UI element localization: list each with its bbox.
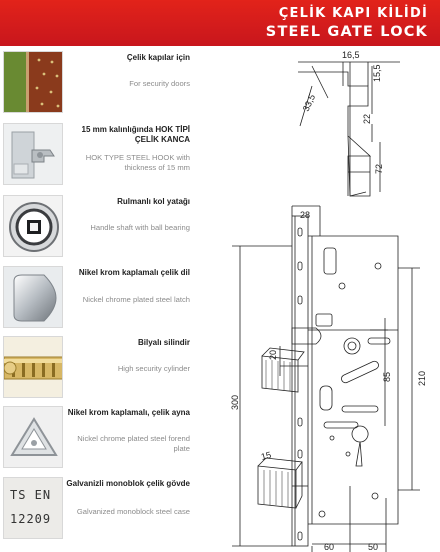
title-turkish: ÇELİK KAPI KİLİDİ bbox=[278, 6, 428, 21]
steel-hook-thumbnail bbox=[3, 123, 63, 185]
title-english: STEEL GATE LOCK bbox=[265, 24, 428, 40]
dim-backset: 60 bbox=[324, 542, 335, 552]
feature-en-label: For security doors bbox=[129, 79, 190, 88]
dim-hook-c: 22 bbox=[362, 113, 372, 124]
stamp-line-2: 12209 bbox=[10, 512, 52, 526]
feature-en-label: High security cylinder bbox=[117, 364, 190, 373]
chrome-latch-thumbnail bbox=[3, 266, 63, 328]
lock-technical-drawing bbox=[200, 46, 440, 552]
feature-monoblock-case bbox=[0, 475, 200, 541]
dim-cylinder-offset: 50 bbox=[368, 542, 379, 552]
ball-bearing-thumbnail bbox=[3, 195, 63, 257]
feature-tr-label: Rulmanlı kol yatağı bbox=[117, 197, 190, 206]
forend-plate-thumbnail bbox=[3, 406, 63, 468]
lock-internals bbox=[316, 248, 390, 517]
feature-en-label: Nickel chrome plated steel forend plate bbox=[77, 434, 190, 453]
ts-en-stamp-thumbnail bbox=[3, 477, 63, 539]
dim-center-distance: 85 bbox=[382, 371, 392, 382]
feature-steel-hook bbox=[0, 121, 200, 187]
dim-hook-d: 72 bbox=[374, 163, 384, 174]
feature-tr-label: Bilyalı silindir bbox=[137, 338, 190, 347]
dim-height-case: 210 bbox=[417, 370, 427, 386]
feature-en-label: Galvanized monoblock steel case bbox=[76, 507, 190, 516]
feature-chrome-latch bbox=[0, 264, 200, 330]
dim-hook-a: 16,5 bbox=[342, 50, 360, 60]
feature-tr-label: Nikel krom kaplamalı çelik dil bbox=[78, 268, 190, 277]
dim-hook-thickness: 15 bbox=[259, 449, 273, 462]
brass-cylinder-thumbnail bbox=[3, 336, 63, 398]
dim-hook-angle: 33,5 bbox=[300, 92, 318, 113]
feature-en-label: Nickel chrome plated steel latch bbox=[82, 295, 190, 304]
dim-hook-b: 15,5 bbox=[372, 64, 382, 82]
dim-top-width: 28 bbox=[300, 210, 311, 220]
feature-en-label: HOK TYPE STEEL HOOK with thickness of 15 mm bbox=[85, 153, 190, 172]
feature-tr-label: Galvanizli monoblok çelik gövde bbox=[66, 479, 190, 488]
dim-latch-offset: 20 bbox=[268, 349, 278, 360]
feature-ball-bearing bbox=[0, 193, 200, 259]
feature-tr-label: 15 mm kalınlığında HOK TİPİ ÇELİK KANCA bbox=[81, 125, 190, 144]
wood-door-thumbnail bbox=[3, 51, 63, 113]
dim-height-total: 300 bbox=[230, 394, 240, 410]
hook-detail bbox=[298, 62, 400, 196]
forend-screw-holes bbox=[298, 228, 302, 540]
feature-tr-label: Çelik kapılar için bbox=[126, 53, 190, 62]
feature-security-doors bbox=[0, 49, 200, 115]
header-banner bbox=[0, 0, 440, 46]
feature-tr-label: Nikel krom kaplamalı, çelik ayna bbox=[67, 408, 190, 417]
feature-forend-plate bbox=[0, 404, 200, 470]
feature-cylinder bbox=[0, 334, 200, 400]
feature-en-label: Handle shaft with ball bearing bbox=[90, 223, 190, 232]
stamp-line-1: TS EN bbox=[10, 488, 52, 502]
